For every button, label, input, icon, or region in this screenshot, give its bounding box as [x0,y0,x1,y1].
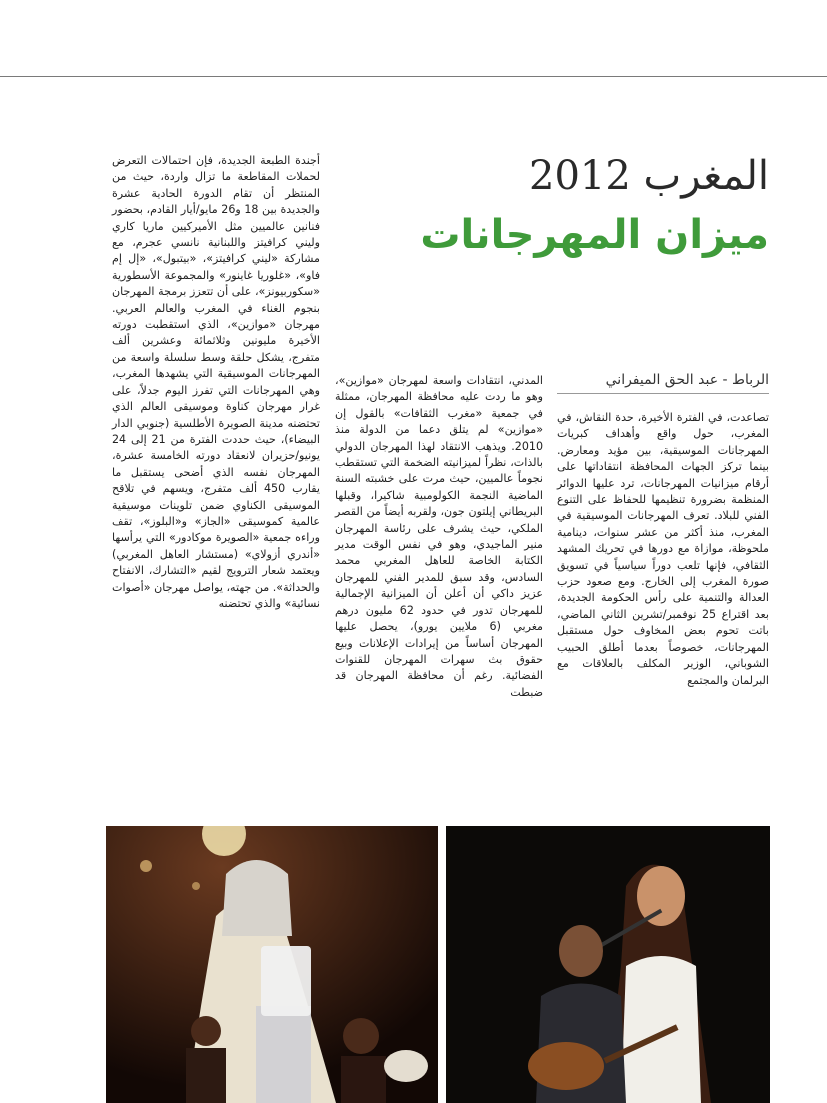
title-line-2: ميزان المهرجانات [420,212,769,258]
column-1-text: تصاعدت، في الفترة الأخيرة، حدة النقاش، في المغرب، حول واقع وأهداف كبريات المهرجانات الموسيقية، بين مؤيد ومعارض. بينما تركز الجهات المحافظة انتقاداتها على أرقام ميزانيات المهرجانات، ترد عليها الدوائر المنظمة بضرورة تنظيمها للحفاظ على التنوع الفني للبلاد. تعرف المهرجانات الموسيقية في المغرب، منذ أكثر من عشر سنوات، دينامية ملحوظة، موازاة مع دورها في تحريك المشهد الثقافي، فإنها تلعب دوراً سياسياً في تسويق صورة المغرب إلى الخارج. ومع صعود حزب العدالة والتنمية على رأس الحكومة الجديدة، بعد اقتراع 25 نوفمبر/تشرين الثاني الماضي، باتت تحوم بعض المخاوف حول مستقبل المهرجانات، خصوصاً بعدما أطلق الحبيب الشوباني، الوزير المكلف بالعلاقات مع البرلمان والمجتمع [557,411,769,687]
title-line-1: المغرب 2012 [529,153,769,199]
column-3-text: أجندة الطبعة الجديدة، فإن احتمالات التعرض لحملات المقاطعة ما تزال واردة، حيث من المنتظر أن تقام الدورة الحادية عشرة والجديدة بين 18 و26 مايو/أيار القادم، بحضور فنانين عالميين مثل الأميركيين ماريا كاري وليني كرافيتز واللبنانية نانسي عجرم، مع مشاركة «ليني كرافيتز»، «بيتبول»، «إل إم فاو»، «غلوريا غاينور» والمجموعة الأسطورية «سكوربيونز»، على أن تتعزز برمجة المهرجان بنجوم الغناء في المغرب والعالم العربي. مهرجان «موازين»، الذي استقطبت دورته الأخيرة مليونين وثلاثمائة وعشرين ألف متفرج، يشكل حلقة وسط سلسلة واسعة من المهرجانات الموسيقية التي يشهدها المغرب، وهي المهرجانات التي تفرز اليوم جدلاً، على غرار مهرجان كناوة وموسيقى العالم الذي تحتضنه مدينة الصويرة الأطلسية (جنوبي الدار البيضاء)، حيث حددت الفترة من 21 إلى 24 يونيو/حزيران لانعقاد دورته الخامسة عشرة، المهرجان نفسه الذي أضحى يستقبل ما يقارب 450 ألف متفرج، ويسهم في تلاقح الموسيقى الكناوي ضمن تلوينات موسيقية عالمية كموسيقى «الجاز» و«البلوز»، تقف وراءه جمعية «الصويرة موكادور» التي يرأسها «أندري أزولاي» (مستشار العاهل المغربي) ويعتمد شعار الترويج لقيم «التشارك، الانفتاح والحداثة». من جهته، يواصل مهرجان «أصوات نسائية» والذي تحتضنه [112,154,321,610]
concert-photo-left [106,826,438,1103]
concert-photo-right [446,826,770,1103]
header-rule [0,76,827,77]
article-column-1 [557,410,769,689]
byline: الرباط - عبد الحق الميفراني [557,372,769,394]
column-2-text: المدني، انتقادات واسعة لمهرجان «موازين»، وهو ما ردت عليه محافظة المهرجان، ممثلة في جمعية «مغرب الثقافات» بالقول إن «موازين» لم يتلق دعما من الدولة منذ 2010. ويذهب الانتقاد لهذا المهرجان الدولي بالذات، نظراً لميزانيته الضخمة التي تستقطب نجوماً عالميين، حيث مرت على خشبته السنة الماضية النجمة الكولومبية شاكيرا، وقبلها البريطاني إيلتون جون، ولقربه أيضاً من القصر الملكي، حيث يشرف على رئاسة المهرجان منير الماجيدي، وهو في نفس الوقت مدير الكتابة الخاصة للعاهل المغربي محمد السادس، وقد سبق للمدير الفني للمهرجان عزيز داكي أن أعلن أن الميزانية الإجمالية للمهرجان تدور في حدود 62 مليون درهم مغربي (6 ملايين يورو)، يحصل عليها المهرجان أساساً من إيرادات الإعلانات وبيع حقوق بث سهرات المهرجان للقنوات الفضائية. رغم أن محافظة المهرجان قد ضبطت [335,374,543,699]
article-column-2 [335,373,543,701]
article-column-3 [112,153,320,612]
article-title [420,150,769,262]
